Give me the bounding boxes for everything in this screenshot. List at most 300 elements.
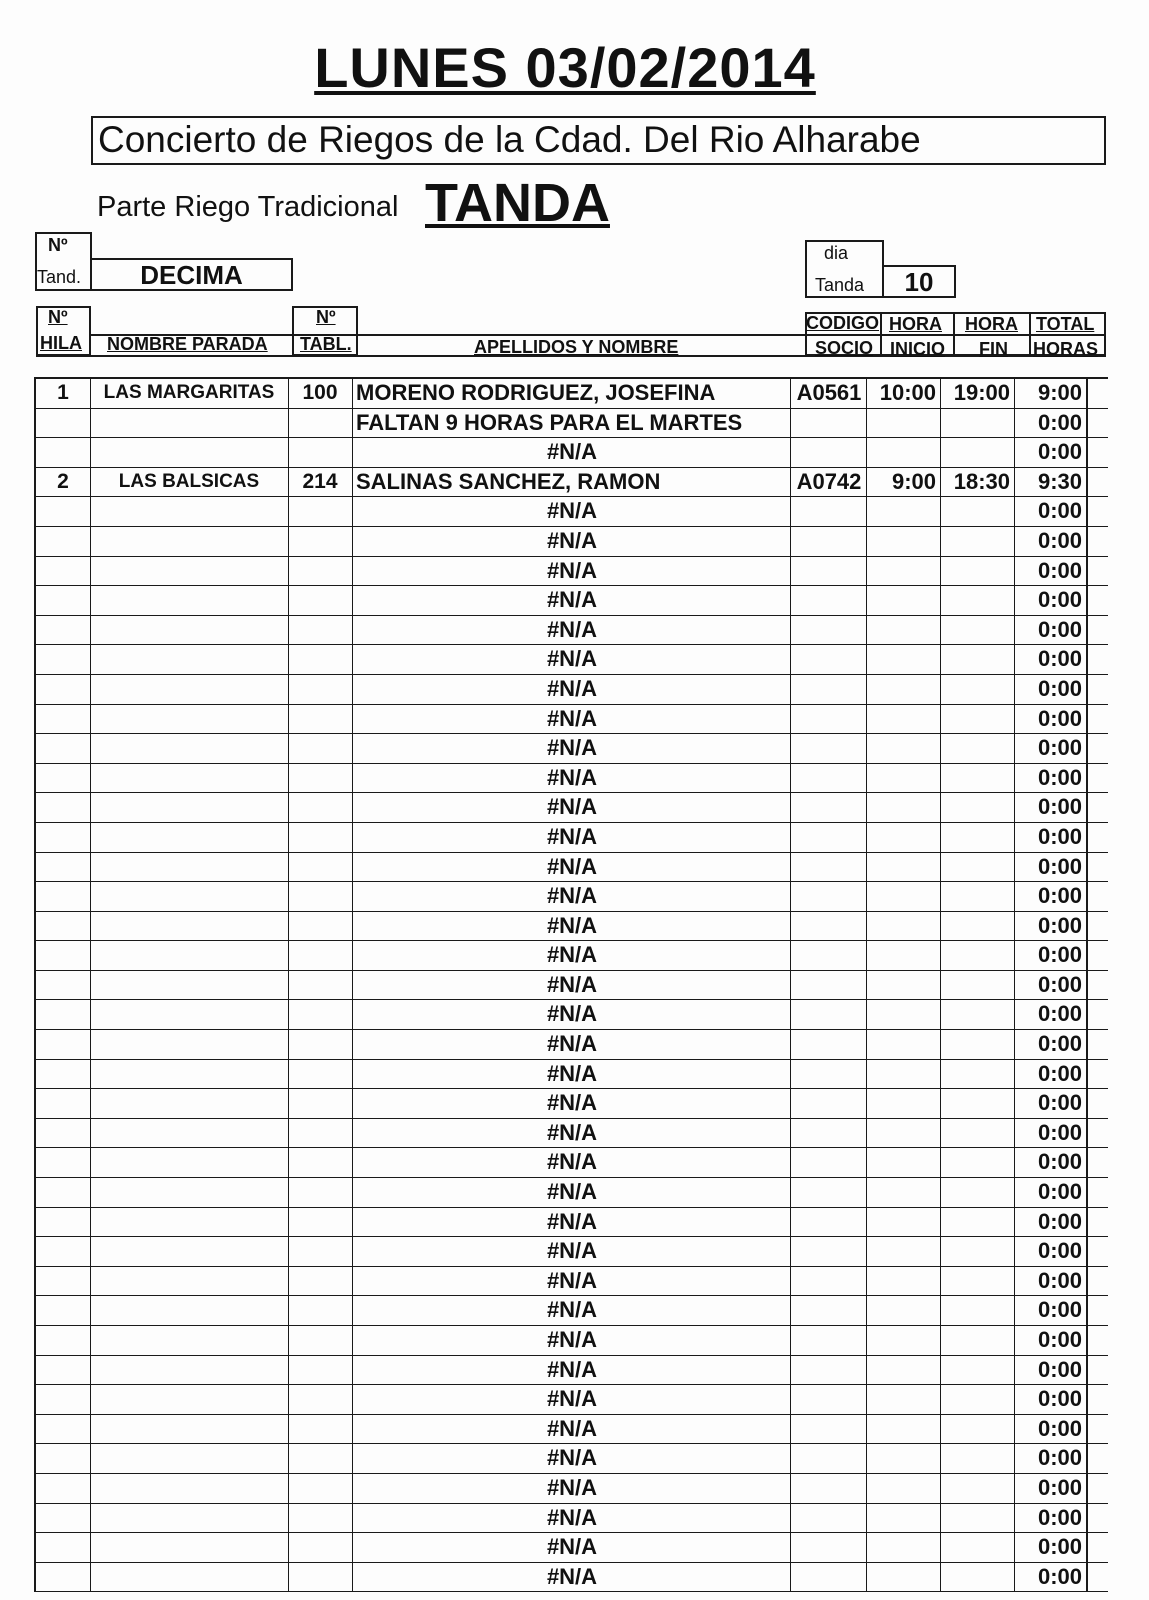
column-divider	[352, 882, 353, 911]
cell-hila	[36, 1356, 90, 1385]
cell-hila	[36, 1178, 90, 1207]
column-divider	[866, 1474, 867, 1503]
column-divider	[790, 882, 791, 911]
cell-nombre: #N/A	[546, 527, 598, 553]
cell-tabl	[288, 1296, 352, 1325]
cell-tabl	[288, 1444, 352, 1473]
cell-nombre: #N/A	[546, 1474, 598, 1500]
cell-inicio	[866, 1474, 940, 1503]
cell-parada	[90, 1030, 288, 1059]
cell-hila	[36, 557, 90, 586]
cell-codigo	[792, 912, 866, 941]
cell-fin	[940, 616, 1014, 645]
cell-nombre: #N/A	[546, 1001, 598, 1027]
cell-parada	[90, 586, 288, 615]
cell-hila	[36, 1237, 90, 1266]
cell-total: 0:00	[1037, 883, 1082, 909]
cell-hila	[36, 527, 90, 556]
cell-tabl	[288, 705, 352, 734]
column-divider	[352, 1415, 353, 1444]
column-divider	[288, 734, 289, 763]
column-divider	[1014, 1474, 1015, 1503]
column-divider	[352, 1089, 353, 1118]
column-divider	[1014, 941, 1015, 970]
column-divider	[352, 1444, 353, 1473]
column-divider	[790, 1237, 791, 1266]
column-divider	[790, 705, 791, 734]
cell-parada	[90, 1385, 288, 1414]
cell-tabl	[288, 1089, 352, 1118]
cell-parada	[90, 941, 288, 970]
column-divider	[1014, 468, 1015, 497]
cell-total: 0:00	[1037, 794, 1082, 820]
cell-inicio	[866, 1148, 940, 1177]
cell-nombre: #N/A	[546, 1534, 598, 1560]
dia-value: 10	[904, 267, 934, 297]
column-divider	[352, 586, 353, 615]
column-divider	[1014, 497, 1015, 526]
cell-fin	[940, 1533, 1014, 1562]
table-row	[36, 823, 1108, 853]
cell-nombre: #N/A	[546, 1119, 598, 1145]
column-divider	[790, 1474, 791, 1503]
column-divider	[866, 379, 867, 408]
cell-inicio	[866, 853, 940, 882]
cell-tabl	[288, 971, 352, 1000]
column-divider	[90, 1415, 91, 1444]
column-divider	[352, 764, 353, 793]
column-divider	[790, 1208, 791, 1237]
column-divider	[866, 823, 867, 852]
table-row	[36, 1474, 1108, 1504]
cell-fin	[940, 1178, 1014, 1207]
cell-tabl	[288, 1148, 352, 1177]
cell-parada	[90, 823, 288, 852]
cell-total: 0:00	[1037, 616, 1082, 642]
cell-fin	[940, 1148, 1014, 1177]
cell-total: 0:00	[1037, 527, 1082, 553]
column-divider	[1014, 1533, 1015, 1562]
table-row	[36, 912, 1108, 942]
cell-tabl	[288, 1415, 352, 1444]
column-divider	[90, 1533, 91, 1562]
column-divider	[1014, 793, 1015, 822]
cell-total: 0:00	[1037, 646, 1082, 672]
column-divider	[1014, 1356, 1015, 1385]
cell-codigo	[792, 764, 866, 793]
cell-total: 0:00	[1037, 823, 1082, 849]
column-divider	[940, 1415, 941, 1444]
cell-hila	[36, 1089, 90, 1118]
column-divider	[790, 1178, 791, 1207]
table-row	[36, 1444, 1108, 1474]
column-divider	[352, 409, 353, 438]
cell-codigo	[792, 1326, 866, 1355]
cell-codigo	[792, 616, 866, 645]
cell-total: 0:00	[1037, 1060, 1082, 1086]
cell-inicio	[866, 1089, 940, 1118]
column-divider	[1014, 1000, 1015, 1029]
cell-inicio	[866, 1504, 940, 1533]
column-divider	[790, 1119, 791, 1148]
column-divider	[90, 1385, 91, 1414]
column-divider	[90, 823, 91, 852]
cell-hila	[36, 1444, 90, 1473]
cell-total: 0:00	[1037, 1001, 1082, 1027]
table-row	[36, 1178, 1108, 1208]
cell-fin	[940, 1208, 1014, 1237]
cell-inicio	[866, 1356, 940, 1385]
cell-parada	[90, 912, 288, 941]
cell-parada	[90, 1267, 288, 1296]
column-divider	[90, 1119, 91, 1148]
table-row	[36, 1119, 1108, 1149]
cell-codigo	[792, 1119, 866, 1148]
column-divider	[1014, 1415, 1015, 1444]
column-divider	[352, 853, 353, 882]
cell-total: 0:00	[1037, 1297, 1082, 1323]
cell-inicio	[866, 1444, 940, 1473]
cell-inicio: 9:00	[891, 468, 936, 494]
column-divider	[790, 438, 791, 467]
cell-fin	[940, 1237, 1014, 1266]
column-divider	[90, 468, 91, 497]
cell-fin	[940, 675, 1014, 704]
column-divider	[940, 853, 941, 882]
cell-total: 0:00	[1037, 912, 1082, 938]
column-divider	[90, 675, 91, 704]
cell-nombre: #N/A	[546, 971, 598, 997]
cell-inicio	[866, 1119, 940, 1148]
cell-parada	[90, 734, 288, 763]
cell-inicio	[866, 705, 940, 734]
cell-nombre: #N/A	[546, 557, 598, 583]
column-divider	[288, 1296, 289, 1325]
cell-parada	[90, 1148, 288, 1177]
cell-parada	[90, 1178, 288, 1207]
cell-total: 9:00	[1037, 380, 1082, 405]
table-right-border	[1086, 379, 1088, 1592]
cell-hila	[36, 1000, 90, 1029]
cell-parada	[90, 497, 288, 526]
column-divider	[1014, 1296, 1015, 1325]
cell-inicio	[866, 409, 940, 438]
column-divider	[790, 853, 791, 882]
column-divider	[940, 586, 941, 615]
cell-hila	[36, 971, 90, 1000]
cell-parada	[90, 1415, 288, 1444]
column-divider	[866, 586, 867, 615]
cell-inicio	[866, 1060, 940, 1089]
column-divider	[352, 468, 353, 497]
cell-inicio	[866, 497, 940, 526]
page-title: LUNES 03/02/2014	[314, 36, 816, 99]
column-divider	[288, 882, 289, 911]
cell-tabl	[288, 941, 352, 970]
column-divider	[790, 527, 791, 556]
cell-hila	[36, 1119, 90, 1148]
column-divider	[1014, 1563, 1015, 1592]
column-divider	[790, 1415, 791, 1444]
cell-total: 0:00	[1037, 675, 1082, 701]
cell-nombre: #N/A	[546, 1179, 598, 1205]
cell-parada	[90, 1237, 288, 1266]
cell-fin	[940, 853, 1014, 882]
column-divider	[866, 941, 867, 970]
column-divider	[288, 793, 289, 822]
cell-total: 0:00	[1037, 942, 1082, 968]
cell-tabl	[288, 853, 352, 882]
column-divider	[940, 1474, 941, 1503]
column-divider	[940, 941, 941, 970]
cell-total: 0:00	[1037, 1238, 1082, 1264]
column-divider	[790, 1563, 791, 1592]
cell-nombre: #N/A	[546, 794, 598, 820]
cell-tabl	[288, 1563, 352, 1592]
column-divider	[790, 971, 791, 1000]
column-divider	[288, 379, 289, 408]
header-hila: HILA	[40, 333, 82, 353]
column-divider	[288, 409, 289, 438]
cell-nombre: #N/A	[546, 1415, 598, 1441]
cell-total: 0:00	[1037, 1267, 1082, 1293]
cell-total: 0:00	[1037, 1090, 1082, 1116]
table-row	[36, 409, 1108, 439]
column-divider	[90, 557, 91, 586]
column-divider	[940, 616, 941, 645]
cell-hila	[36, 853, 90, 882]
column-divider	[940, 645, 941, 674]
cell-codigo	[792, 1178, 866, 1207]
cell-tabl	[288, 497, 352, 526]
cell-parada	[90, 1444, 288, 1473]
cell-tabl	[288, 1267, 352, 1296]
column-divider	[352, 1000, 353, 1029]
cell-fin	[940, 1444, 1014, 1473]
cell-parada	[90, 1563, 288, 1592]
cell-inicio	[866, 912, 940, 941]
column-divider	[90, 1267, 91, 1296]
cell-nombre: #N/A	[546, 675, 598, 701]
parte-label: Parte Riego Tradicional	[97, 191, 399, 223]
cell-codigo	[792, 882, 866, 911]
column-divider	[866, 1208, 867, 1237]
cell-tabl	[288, 1119, 352, 1148]
cell-inicio	[866, 1237, 940, 1266]
column-divider	[790, 497, 791, 526]
cell-tabl	[288, 1474, 352, 1503]
cell-codigo	[792, 1030, 866, 1059]
column-divider	[352, 1208, 353, 1237]
cell-fin	[940, 1504, 1014, 1533]
column-divider	[790, 1326, 791, 1355]
column-divider	[352, 1326, 353, 1355]
column-divider	[90, 1030, 91, 1059]
cell-nombre: #N/A	[546, 1090, 598, 1116]
column-divider	[790, 1148, 791, 1177]
column-divider	[288, 1385, 289, 1414]
column-divider	[940, 705, 941, 734]
cell-nombre: #N/A	[546, 498, 598, 524]
cell-parada	[90, 645, 288, 674]
column-divider	[90, 764, 91, 793]
header-fin: FIN	[979, 339, 1008, 359]
cell-inicio	[866, 971, 940, 1000]
cell-hila	[36, 1148, 90, 1177]
cell-tabl	[288, 1237, 352, 1266]
cell-fin	[940, 1326, 1014, 1355]
column-divider	[1014, 1119, 1015, 1148]
column-divider	[1014, 764, 1015, 793]
dia-label: dia	[823, 243, 849, 263]
cell-hila	[36, 1504, 90, 1533]
cell-parada	[90, 971, 288, 1000]
column-divider	[940, 1000, 941, 1029]
cell-nombre: #N/A	[546, 912, 598, 938]
cell-tabl	[288, 1356, 352, 1385]
table-row	[36, 1326, 1108, 1356]
column-divider	[352, 1119, 353, 1148]
column-divider	[90, 1326, 91, 1355]
column-divider	[90, 1504, 91, 1533]
header-tabl: TABL.	[300, 334, 352, 354]
cell-tabl	[288, 734, 352, 763]
header-tabl-no: Nº	[316, 307, 336, 327]
cell-codigo	[792, 1148, 866, 1177]
cell-nombre: #N/A	[546, 1504, 598, 1530]
tand-label: Tand.	[37, 267, 82, 287]
cell-tabl: 214	[302, 469, 338, 493]
column-divider	[790, 1089, 791, 1118]
cell-nombre: #N/A	[546, 587, 598, 613]
cell-nombre: #N/A	[546, 439, 598, 465]
column-divider	[1014, 616, 1015, 645]
table-row	[36, 853, 1108, 883]
column-divider	[288, 1267, 289, 1296]
cell-total: 0:00	[1037, 1356, 1082, 1382]
cell-nombre: #N/A	[546, 1356, 598, 1382]
column-divider	[288, 1415, 289, 1444]
table-row	[36, 1208, 1108, 1238]
cell-nombre: #N/A	[546, 942, 598, 968]
cell-codigo	[792, 645, 866, 674]
cell-inicio	[866, 1296, 940, 1325]
cell-hila	[36, 764, 90, 793]
column-divider	[288, 971, 289, 1000]
header-horas: HORAS	[1033, 339, 1099, 359]
column-divider	[790, 1060, 791, 1089]
cell-codigo	[792, 1474, 866, 1503]
column-divider	[866, 675, 867, 704]
cell-fin	[940, 1030, 1014, 1059]
cell-codigo	[792, 705, 866, 734]
cell-hila	[36, 793, 90, 822]
cell-hila	[36, 912, 90, 941]
cell-hila	[36, 1415, 90, 1444]
column-divider	[90, 1148, 91, 1177]
cell-inicio	[866, 823, 940, 852]
column-divider	[866, 853, 867, 882]
header-socio: SOCIO	[815, 338, 874, 358]
cell-codigo	[792, 1000, 866, 1029]
cell-hila	[36, 1563, 90, 1592]
column-divider	[940, 1356, 941, 1385]
cell-codigo	[792, 971, 866, 1000]
table-row	[36, 675, 1108, 705]
cell-hila	[36, 1267, 90, 1296]
column-divider	[352, 1533, 353, 1562]
cell-tabl	[288, 1000, 352, 1029]
column-divider	[352, 1474, 353, 1503]
column-divider	[866, 1000, 867, 1029]
data-table	[34, 377, 1108, 1592]
table-row	[36, 882, 1108, 912]
cell-codigo	[792, 438, 866, 467]
cell-nombre: #N/A	[546, 735, 598, 761]
cell-total: 0:00	[1037, 1386, 1082, 1412]
tand-no-label: Nº	[48, 235, 68, 255]
column-divider	[940, 734, 941, 763]
column-divider	[288, 497, 289, 526]
column-divider	[288, 1030, 289, 1059]
cell-inicio	[866, 1178, 940, 1207]
cell-codigo	[792, 1208, 866, 1237]
table-row	[36, 645, 1108, 675]
column-divider	[866, 1089, 867, 1118]
column-divider	[288, 1148, 289, 1177]
cell-codigo: A0742	[796, 468, 862, 494]
column-divider	[352, 675, 353, 704]
cell-parada	[90, 764, 288, 793]
cell-codigo	[792, 675, 866, 704]
column-divider	[866, 1504, 867, 1533]
cell-fin	[940, 1563, 1014, 1592]
cell-fin	[940, 1385, 1014, 1414]
cell-codigo	[792, 1533, 866, 1562]
column-divider	[1014, 912, 1015, 941]
column-divider	[90, 971, 91, 1000]
cell-fin	[940, 438, 1014, 467]
column-divider	[940, 764, 941, 793]
cell-inicio	[866, 764, 940, 793]
cell-fin	[940, 1356, 1014, 1385]
column-divider	[866, 1178, 867, 1207]
column-divider	[1014, 1030, 1015, 1059]
column-divider	[940, 823, 941, 852]
table-row	[36, 1267, 1108, 1297]
column-divider	[866, 409, 867, 438]
column-divider	[790, 823, 791, 852]
table-row	[36, 438, 1108, 468]
column-divider	[352, 793, 353, 822]
column-divider	[940, 438, 941, 467]
column-divider	[288, 912, 289, 941]
column-divider	[1014, 1385, 1015, 1414]
cell-tabl	[288, 764, 352, 793]
column-divider	[1014, 1326, 1015, 1355]
column-divider	[352, 1356, 353, 1385]
column-divider	[288, 557, 289, 586]
cell-total: 0:00	[1037, 1149, 1082, 1175]
cell-codigo	[792, 1415, 866, 1444]
column-divider	[790, 409, 791, 438]
cell-hila	[36, 1030, 90, 1059]
cell-nombre: #N/A	[546, 616, 598, 642]
column-divider	[1014, 734, 1015, 763]
cell-total: 0:00	[1037, 1208, 1082, 1234]
cell-parada	[90, 1296, 288, 1325]
column-divider	[866, 1385, 867, 1414]
